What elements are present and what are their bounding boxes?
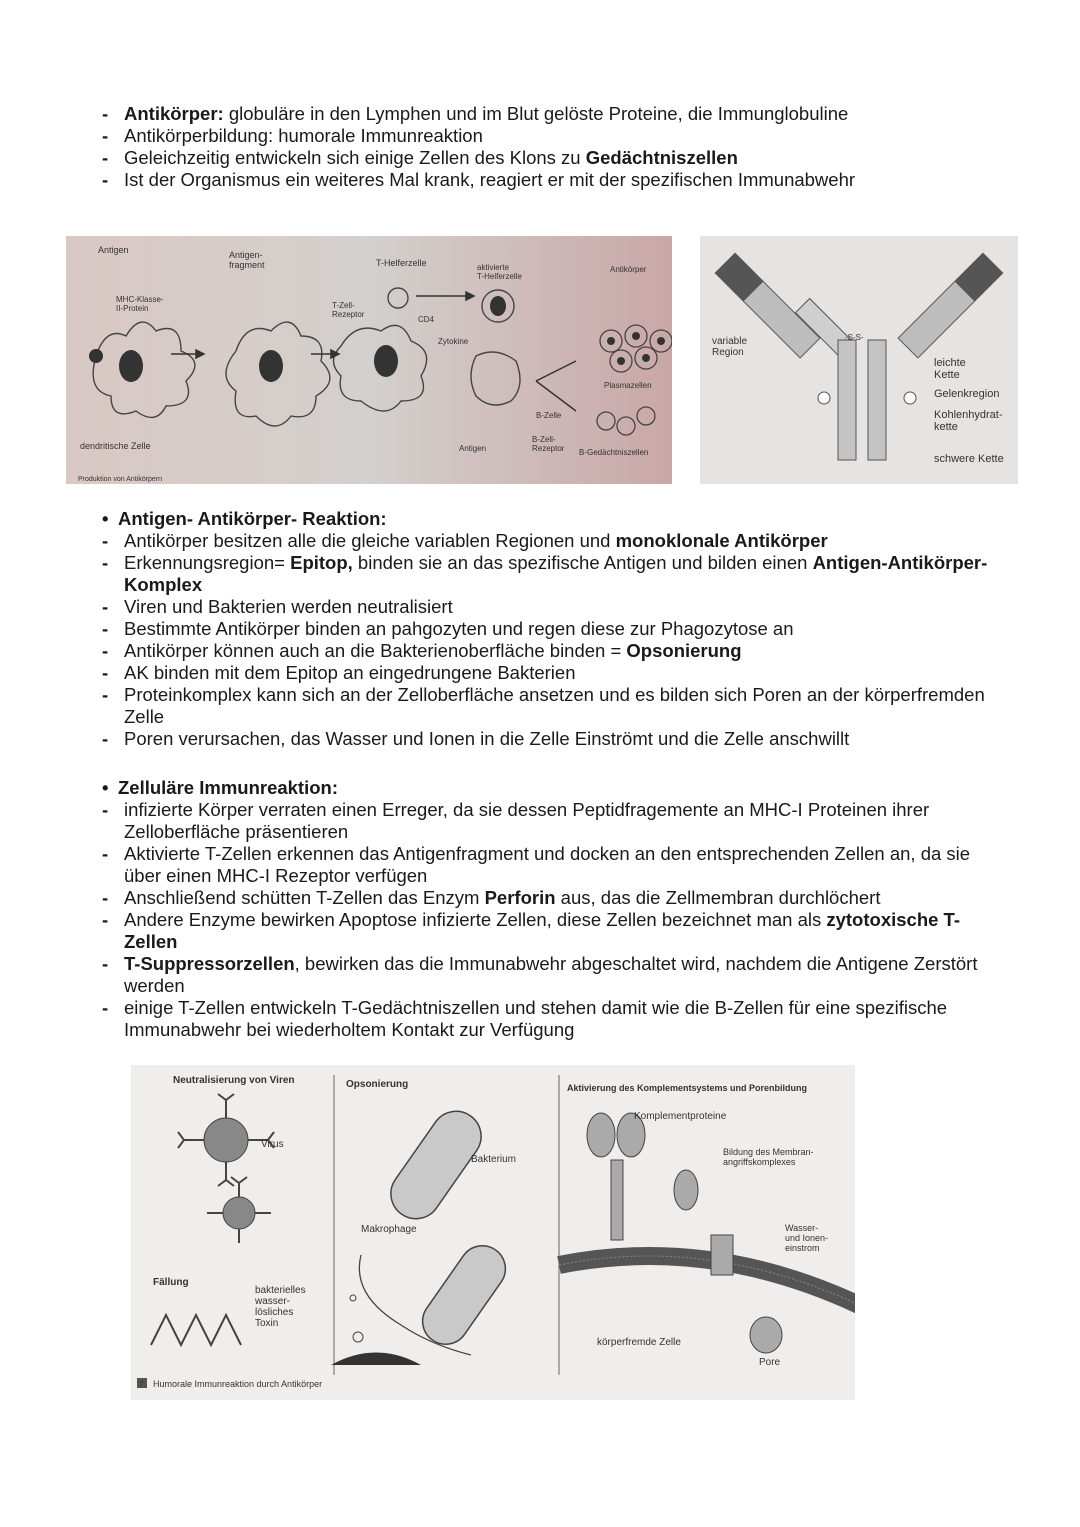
label-macrophage: Makrophage — [361, 1224, 417, 1235]
section-antibodies — [100, 103, 1000, 191]
antibody-list — [100, 103, 1000, 191]
label-antigen-2: Antigen — [459, 444, 487, 453]
label-plasma-cells: Plasmazellen — [604, 381, 652, 390]
label-cytokine: Zytokine — [438, 337, 469, 346]
label-dendritic-cell: dendritische Zelle — [80, 441, 151, 451]
label-virus: Virus — [261, 1139, 284, 1150]
list-item: - Erkennungsregion= Epitop, binden sie an das spezifische Antigen und bilden einen Antigen-Antikörper- Komplex — [100, 552, 1000, 596]
label-opsonisation: Opsonierung — [346, 1079, 409, 1090]
label-light-chain: leichte Kette — [934, 357, 966, 382]
list-item: - Antikörperbildung: humorale Immunreaktion — [100, 125, 1000, 147]
list-item: - T-Suppressorzellen, bewirken das die Immunabwehr abgeschaltet wird, nachdem die Antigene Zerstört werden — [100, 953, 1000, 997]
label-t-helper: T-Helferzelle — [376, 258, 427, 268]
list-item: - Antikörper besitzen alle die gleiche variablen Regionen und monoklonale Antikörper — [100, 530, 1000, 552]
label-b-cell: B-Zelle — [536, 411, 562, 420]
label-mac: Bildung des Membran-angriffskomplexes — [723, 1147, 814, 1167]
label-t-cell-receptor: T-Zell-Rezeptor — [332, 301, 365, 319]
list-item: - Anschließend schütten T-Zellen das Enzym Perforin aus, das die Zellmembran durchlöchert — [100, 887, 1000, 909]
figure-antibody-production — [66, 236, 672, 484]
label-precipitation: Fällung — [153, 1277, 189, 1288]
figure-antibody-structure — [700, 236, 1018, 484]
label-hinge: Gelenkregion — [934, 388, 1000, 400]
cellular-list — [100, 799, 1000, 1041]
label-antigen-fragment: Antigen-fragment — [229, 250, 265, 270]
label-carbohydrate: Kohlenhydrat-kette — [934, 409, 1003, 434]
list-item: - Geleichzeitig entwickeln sich einige Zellen des Klons zu Gedächtniszellen — [100, 147, 1000, 169]
label-toxin: bakterielles wasser-lösliches Toxin — [255, 1285, 306, 1329]
figure-caption: Humorale Immunreaktion durch Antikörper — [153, 1379, 323, 1389]
section-heading: • Antigen- Antikörper- Reaktion: — [100, 508, 1000, 530]
list-item: - einige T-Zellen entwickeln T-Gedächtniszellen und stehen damit wie die B-Zellen für eine spezifische Immunabwehr bei wiederholtem Kontakt zur Verfügung — [100, 997, 1000, 1041]
list-item: - Antikörper: globuläre in den Lymphen und im Blut gelöste Proteine, die Immunglobuline — [100, 103, 1000, 125]
section-antigen-antibody — [100, 508, 1000, 750]
list-item: - Viren und Bakterien werden neutralisiert — [100, 596, 1000, 618]
list-item: - Bestimmte Antikörper binden an pahgozyten und regen diese zur Phagozytose an — [100, 618, 1000, 640]
list-item: - Antikörper können auch an die Bakterienoberfläche binden = Opsonierung — [100, 640, 1000, 662]
label-mhc2: MHC-Klasse-II-Protein — [116, 295, 164, 313]
figure-humoral-reaction — [131, 1065, 855, 1400]
label-b-cell-receptor: B-Zell-Rezeptor — [532, 435, 565, 453]
figure-caption: Produktion von Antikörpern — [78, 476, 163, 483]
label-heavy-chain: schwere Kette — [934, 453, 1004, 465]
label-foreign-cell: körperfremde Zelle — [597, 1337, 681, 1348]
list-item: - Aktivierte T-Zellen erkennen das Antigenfragment und docken an den entsprechenden Zellen an, da sie über einen MHC-I Rezeptor verfügen — [100, 843, 1000, 887]
label-pore: Pore — [759, 1357, 781, 1368]
reaction-list — [100, 530, 1000, 750]
list-item: - Poren verursachen, das Wasser und Ionen in die Zelle Einströmt und die Zelle anschwillt — [100, 728, 1000, 750]
label-cd4: CD4 — [418, 315, 435, 324]
label-complement-proteins: Komplementproteine — [634, 1111, 727, 1122]
section-cellular-immunity — [100, 777, 1000, 1041]
label-activated-t-helper: aktivierte T-Helferzelle — [477, 263, 522, 281]
label-disulfide: -S-S- — [845, 333, 864, 342]
label-neutralisation: Neutralisierung von Viren — [173, 1075, 295, 1086]
label-antigen: Antigen — [98, 245, 129, 255]
caption-number: 7 — [139, 1380, 144, 1389]
label-water-ions: Wasser-und Ionen-einstrom — [785, 1223, 829, 1253]
list-item: - Proteinkomplex kann sich an der Zelloberfläche ansetzen und es bilden sich Poren an der körperfremden Zelle — [100, 684, 1000, 728]
list-item: - Andere Enzyme bewirken Apoptose infizierte Zellen, diese Zellen bezeichnet man als zytotoxische T-Zellen — [100, 909, 1000, 953]
label-complement: Aktivierung des Komplementsystems und Porenbildung — [567, 1083, 808, 1093]
list-item: - infizierte Körper verraten einen Erreger, da sie dessen Peptidfragemente an MHC-I Proteinen ihrer Zelloberfläche präsentieren — [100, 799, 1000, 843]
label-antibody: Antikörper — [610, 265, 647, 274]
label-bacterium: Bakterium — [471, 1154, 517, 1165]
section-heading: • Zelluläre Immunreaktion: — [100, 777, 1000, 799]
list-item: - AK binden mit dem Epitop an eingedrungene Bakterien — [100, 662, 1000, 684]
label-b-memory: B-Gedächtniszellen — [579, 448, 649, 457]
label-variable-region: variable Region — [712, 336, 748, 358]
list-item: - Ist der Organismus ein weiteres Mal krank, reagiert er mit der spezifischen Immunabwehr — [100, 169, 1000, 191]
